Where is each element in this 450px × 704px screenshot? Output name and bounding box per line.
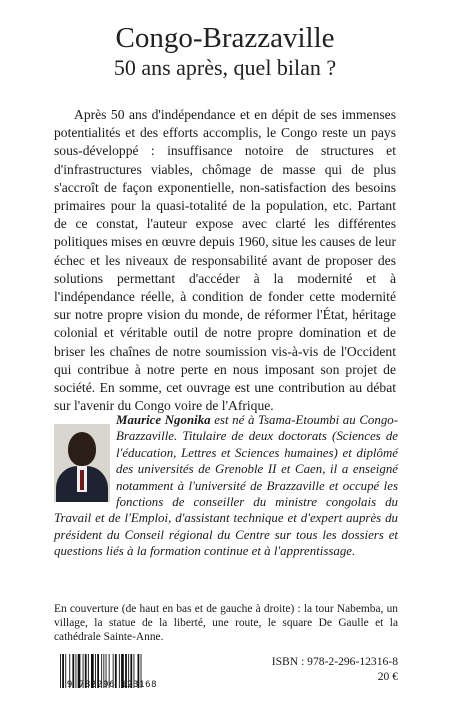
price: 20 € xyxy=(377,670,398,683)
isbn: ISBN : 978-2-296-12316-8 xyxy=(271,655,398,668)
author-bio-text: est né à Tsama-Etoumbi au Congo-Brazzaville. Titulaire de deux doctorats (Sciences de l'éducation, Lettres et Sciences humaines) et diplômé des universités de Grenoble II et Caen, il a enseigné notamment à l'université de Brazzaville et occupé les fonctions de conseiller du ministre congolais du Travail et de l'Emploi, d'assistant technique et d'expert auprès du président du Conseil régional du Centre sur tous les dossiers et questions liés à la formation continue et à l'apprentissage. xyxy=(54,413,398,559)
author-section xyxy=(54,412,398,560)
cover-credits: En couverture (de haut en bas et de gauche à droite) : la tour Nabemba, un village, la statue de la liberté, une route, le square De Gaulle et la cathédrale Sainte-Anne. xyxy=(54,603,398,644)
book-subtitle: 50 ans après, quel bilan ? xyxy=(113,55,337,80)
book-summary: Après 50 ans d'indépendance et en dépit de ses immenses potentialités et des efforts accomplis, le Congo reste un pays sous-développé : insuffisance notoire de structures et d'infrastructures viables, chômage de masse qui de plus s'accroît de façon exponentielle, non-satisfaction des besoins primaires pour la quasi-totalité de la population, etc. Partant de ce constat, l'auteur expose avec clarté les différentes politiques mises en œuvre depuis 1960, situe les causes de leur échec et les niveaux de responsabilité avant de proposer des solutions permettant d'accéder à la modernité et à l'indépendance réelle, à condition de fonder cette modernité sur notre propre vision du monde, de réformer l'État, héritage colonial et véritable outil de notre propre domination et de briser les chaînes de notre soumission vis-à-vis de l'Occident qui contribue à notre perte en nous imposant son projet de société. En somme, cet ouvrage est une contribution au débat sur l'avenir du Congo voire de l'Afrique. xyxy=(54,107,396,414)
book-title: Congo-Brazzaville xyxy=(115,22,335,54)
author-photo xyxy=(54,424,110,502)
author-name: Maurice Ngonika xyxy=(116,413,211,427)
barcode-digits: 9 782296 123168 xyxy=(66,680,158,690)
